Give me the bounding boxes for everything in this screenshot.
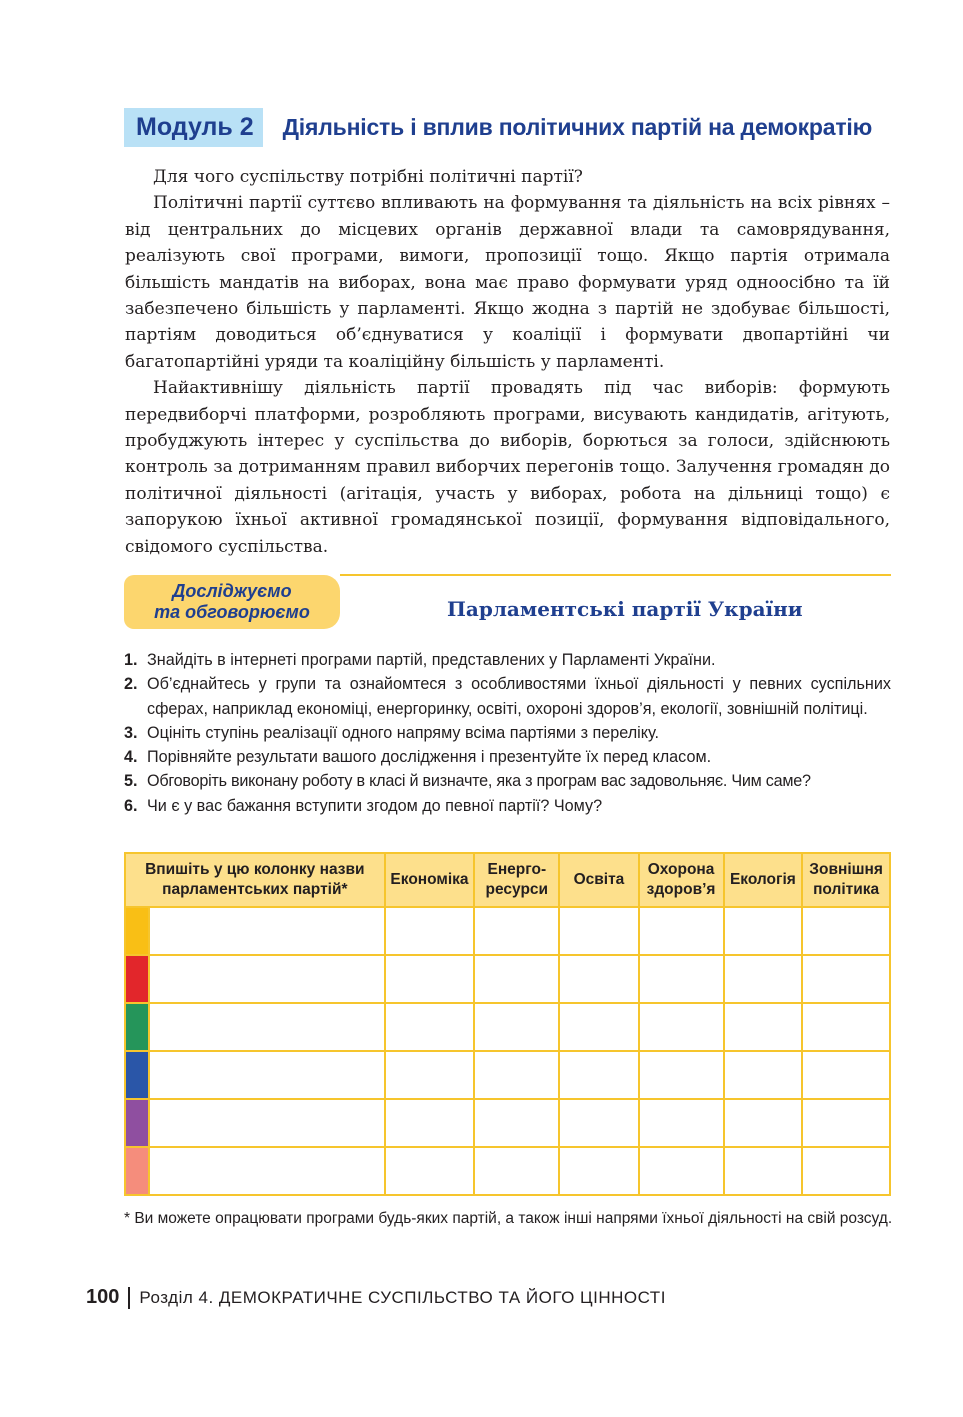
table-row (125, 1051, 890, 1099)
paragraph-1: Політичні партії суттєво впливають на формування та діяльність на всіх рівнях – від центральних до місцевих органів державної влади та самоврядування, реалізують свої програми, вимоги, пропозиції тощо. Якщо партія отримала більшість мандатів на виборах, вона має право формувати уряд одноосібно та їй забезпечено більшість у парламенті. Якщо жодна з партій не здобуває більшості, партіям доводиться об’єднуватися у коаліції і формувати двопартійні чи багатопартійні уряди та коаліційну більшість у парламенті. (125, 193, 890, 372)
table-cell[interactable] (559, 907, 638, 955)
row-color-swatch (125, 1099, 149, 1147)
module-heading (124, 108, 872, 147)
table-cell[interactable] (724, 1003, 803, 1051)
body-text (125, 164, 890, 560)
party-name-cell[interactable] (149, 1051, 385, 1099)
table-cell[interactable] (639, 1051, 724, 1099)
table-cell[interactable] (385, 1147, 475, 1195)
section-title: Парламентські партії України (447, 597, 803, 621)
table-cell[interactable] (385, 1099, 475, 1147)
table-cell[interactable] (385, 955, 475, 1003)
party-table (124, 852, 891, 1196)
table-cell[interactable] (385, 1003, 475, 1051)
task-number: 6. (124, 796, 138, 815)
table-cell[interactable] (385, 1051, 475, 1099)
row-color-swatch (125, 1003, 149, 1051)
header-foreign-policy: Зовнішня політика (802, 853, 890, 907)
table-cell[interactable] (559, 1099, 638, 1147)
section-badge-line-2: та обговорюємо (154, 602, 310, 622)
paragraph-2: Найактивнішу діяльність партії провадять під час виборів: формують передвиборчі платформи, розробляють програми, висувають кандидатів, агітують, пробуджують інтерес у суспільства до виборів, борються за голоси, здійснюють контроль за дотриманням правил виборчих перегонів тощо. Залучення громадян до політичної діяльності (агітація, участь у виборах, робота на дільниці тощо) є запорукою їхньої активної громадянської позиції, формування відповідального, свідомого суспільства. (125, 378, 890, 557)
task-item (124, 745, 891, 769)
table-cell[interactable] (724, 1051, 803, 1099)
header-party-names: Впишіть у цю колонку назви парламентських партій* (125, 853, 385, 907)
task-text: Знайдіть в інтернеті програми партій, представлених у Парламенті України. (147, 651, 716, 669)
header-energy: Енерго-ресурси (474, 853, 559, 907)
table-cell[interactable] (724, 955, 803, 1003)
table-cell[interactable] (639, 1003, 724, 1051)
table-cell[interactable] (802, 1003, 890, 1051)
intro-question: Для чого суспільству потрібні політичні партії? (153, 167, 583, 187)
table-row (125, 1147, 890, 1195)
table-cell[interactable] (802, 955, 890, 1003)
table-cell[interactable] (474, 1003, 559, 1051)
task-number: 5. (124, 772, 138, 791)
table-cell[interactable] (802, 907, 890, 955)
header-education: Освіта (559, 853, 638, 907)
table-cell[interactable] (639, 955, 724, 1003)
row-color-swatch (125, 1147, 149, 1195)
footnote: * Ви можете опрацювати програми будь-яких партій, а також інші напрями їхньої діяльності на свій розсуд. (124, 1210, 893, 1227)
table-cell[interactable] (474, 955, 559, 1003)
task-item (124, 721, 891, 745)
task-list (124, 648, 891, 818)
section-badge (124, 575, 340, 629)
task-text: Об’єднайтесь у групи та ознайомтеся з особливостями їхньої діяльності у певних суспільних сферах, наприклад економіці, енергоринку, освіті, охороні здоров’я, екології, зовнішній політиці. (147, 675, 891, 718)
header-economy: Економіка (385, 853, 475, 907)
task-number: 1. (124, 651, 138, 669)
chapter-title: Розділ 4. ДЕМОКРАТИЧНЕ СУСПІЛЬСТВО ТА ЙОГО ЦІННОСТІ (139, 1287, 666, 1307)
task-item (124, 648, 891, 672)
table-cell[interactable] (802, 1147, 890, 1195)
row-color-swatch (125, 907, 149, 955)
table-cell[interactable] (639, 1099, 724, 1147)
task-text: Чи є у вас бажання вступити згодом до певної партії? Чому? (147, 796, 603, 815)
page-footer (86, 1286, 666, 1309)
header-ecology: Екологія (724, 853, 803, 907)
table-cell[interactable] (559, 955, 638, 1003)
party-name-cell[interactable] (149, 1099, 385, 1147)
table-cell[interactable] (802, 1051, 890, 1099)
table-cell[interactable] (724, 1147, 803, 1195)
task-item (124, 769, 891, 793)
table-cell[interactable] (474, 1099, 559, 1147)
task-text: Оцініть ступінь реалізації одного напряму всіма партіями з переліку. (147, 723, 659, 742)
table-cell[interactable] (559, 1051, 638, 1099)
table-row (125, 1003, 890, 1051)
party-name-cell[interactable] (149, 955, 385, 1003)
task-text: Обговоріть виконану роботу в класі й визначте, яка з програм вас задовольняє. Чим саме? (147, 772, 811, 791)
task-item (124, 672, 891, 721)
row-color-swatch (125, 1051, 149, 1099)
table-cell[interactable] (724, 1099, 803, 1147)
table-cell[interactable] (474, 1147, 559, 1195)
footer-separator (128, 1287, 130, 1309)
table-cell[interactable] (639, 907, 724, 955)
party-name-cell[interactable] (149, 907, 385, 955)
table-row (125, 907, 890, 955)
table-cell[interactable] (559, 1003, 638, 1051)
task-number: 4. (124, 748, 138, 767)
module-badge: Модуль 2 (124, 108, 263, 147)
header-health: Охорона здоров’я (639, 853, 724, 907)
module-title: Діяльність і вплив політичних партій на демократію (282, 114, 873, 140)
task-item (124, 794, 891, 818)
task-text: Порівняйте результати вашого дослідження і презентуйте їх перед класом. (147, 748, 712, 767)
table-cell[interactable] (724, 907, 803, 955)
table-row (125, 955, 890, 1003)
table-cell[interactable] (802, 1099, 890, 1147)
section-divider (340, 574, 891, 576)
page-number: 100 (86, 1286, 120, 1308)
party-name-cell[interactable] (149, 1147, 385, 1195)
table-cell[interactable] (385, 907, 475, 955)
table-row (125, 1099, 890, 1147)
task-number: 2. (124, 675, 138, 694)
table-header-row (125, 853, 890, 907)
table-cell[interactable] (639, 1147, 724, 1195)
table-cell[interactable] (474, 1051, 559, 1099)
table-cell[interactable] (474, 907, 559, 955)
row-color-swatch (125, 955, 149, 1003)
task-number: 3. (124, 723, 138, 742)
table-cell[interactable] (559, 1147, 638, 1195)
section-badge-line-1: Досліджуємо (172, 581, 292, 601)
party-name-cell[interactable] (149, 1003, 385, 1051)
